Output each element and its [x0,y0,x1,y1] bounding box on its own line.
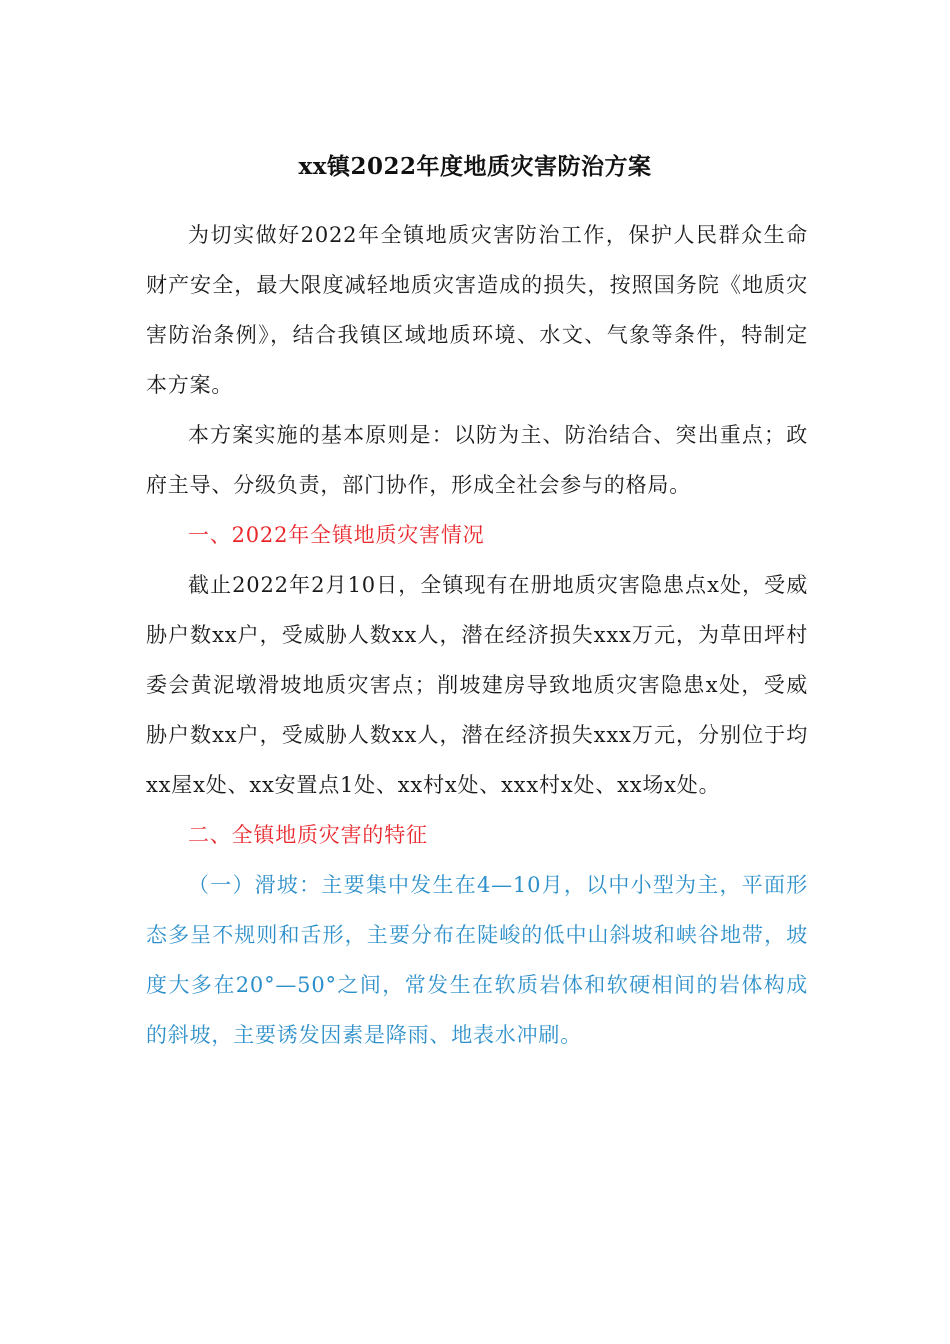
section2-subsection1: （一）滑坡：主要集中发生在4—10月，以中小型为主，平面形态多呈不规则和舌形，主要分布在陡峻的低中山斜坡和峡谷地带，坡度大多在20°—50°之间，常发生在软质岩体和软硬相间的岩体构成的斜坡，主要诱发因素是降雨、地表水冲刷。 [146,873,808,1047]
section2-heading: 二、全镇地质灾害的特征 [188,823,428,847]
intro-paragraph: 为切实做好2022年全镇地质灾害防治工作，保护人民群众生命财产安全，最大限度减轻地质灾害造成的损失，按照国务院《地质灾害防治条例》，结合我镇区域地质环境、水文、气象等条件，特制定本方案。 [146,223,808,397]
document-title: xx镇2022年度地质灾害防治方案 [298,153,652,180]
document-body [146,210,808,1060]
section1-heading: 一、2022年全镇地质灾害情况 [188,523,485,547]
section1-paragraph: 截止2022年2月10日，全镇现有在册地质灾害隐患点x处，受威胁户数xx户，受威胁人数xx人，潜在经济损失xxx万元，为草田坪村委会黄泥墩滑坡地质灾害点；削坡建房导致地质灾害隐患x处，受威胁户数xx户，受威胁人数xx人，潜在经济损失xxx万元，分别位于均xx屋x处、xx安置点1处、xx村x处、xxx村x处、xx场x处。 [146,573,808,797]
principles-paragraph: 本方案实施的基本原则是：以防为主、防治结合、突出重点；政府主导、分级负责，部门协作，形成全社会参与的格局。 [146,423,808,497]
